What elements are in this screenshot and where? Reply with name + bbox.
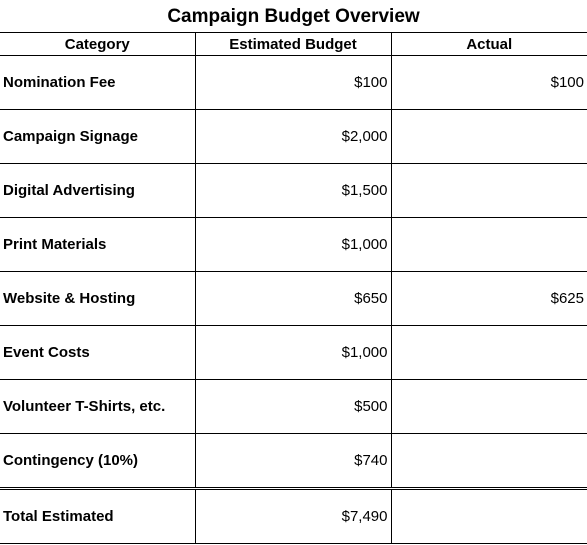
table-row [0, 164, 587, 218]
category-cell[interactable]: Campaign Signage [0, 110, 195, 164]
budget-table [0, 32, 587, 544]
estimated-cell[interactable]: $1,000 [195, 326, 391, 380]
actual-cell[interactable] [391, 380, 587, 434]
estimated-cell[interactable]: $650 [195, 272, 391, 326]
category-cell[interactable]: Digital Advertising [0, 164, 195, 218]
category-cell[interactable]: Website & Hosting [0, 272, 195, 326]
category-cell[interactable]: Nomination Fee [0, 56, 195, 110]
table-row [0, 218, 587, 272]
category-cell[interactable]: Volunteer T-Shirts, etc. [0, 380, 195, 434]
header-actual: Actual [391, 33, 587, 56]
table-row [0, 434, 587, 489]
category-cell[interactable]: Event Costs [0, 326, 195, 380]
total-actual-cell[interactable] [391, 489, 587, 544]
actual-cell[interactable] [391, 110, 587, 164]
category-cell[interactable]: Print Materials [0, 218, 195, 272]
table-row [0, 272, 587, 326]
table-row [0, 110, 587, 164]
table-header-row [0, 33, 587, 56]
actual-cell[interactable]: $100 [391, 56, 587, 110]
actual-cell[interactable] [391, 164, 587, 218]
total-label-cell[interactable]: Total Estimated [0, 489, 195, 544]
total-row [0, 489, 587, 544]
estimated-cell[interactable]: $100 [195, 56, 391, 110]
actual-cell[interactable] [391, 434, 587, 489]
total-estimated-cell[interactable]: $7,490 [195, 489, 391, 544]
estimated-cell[interactable]: $740 [195, 434, 391, 489]
actual-cell[interactable]: $625 [391, 272, 587, 326]
header-category: Category [0, 33, 195, 56]
actual-cell[interactable] [391, 326, 587, 380]
header-estimated-budget: Estimated Budget [195, 33, 391, 56]
table-row [0, 326, 587, 380]
page-title: Campaign Budget Overview [167, 6, 420, 27]
estimated-cell[interactable]: $500 [195, 380, 391, 434]
estimated-cell[interactable]: $1,000 [195, 218, 391, 272]
actual-cell[interactable] [391, 218, 587, 272]
table-row [0, 56, 587, 110]
table-row [0, 380, 587, 434]
estimated-cell[interactable]: $1,500 [195, 164, 391, 218]
estimated-cell[interactable]: $2,000 [195, 110, 391, 164]
category-cell[interactable]: Contingency (10%) [0, 434, 195, 489]
